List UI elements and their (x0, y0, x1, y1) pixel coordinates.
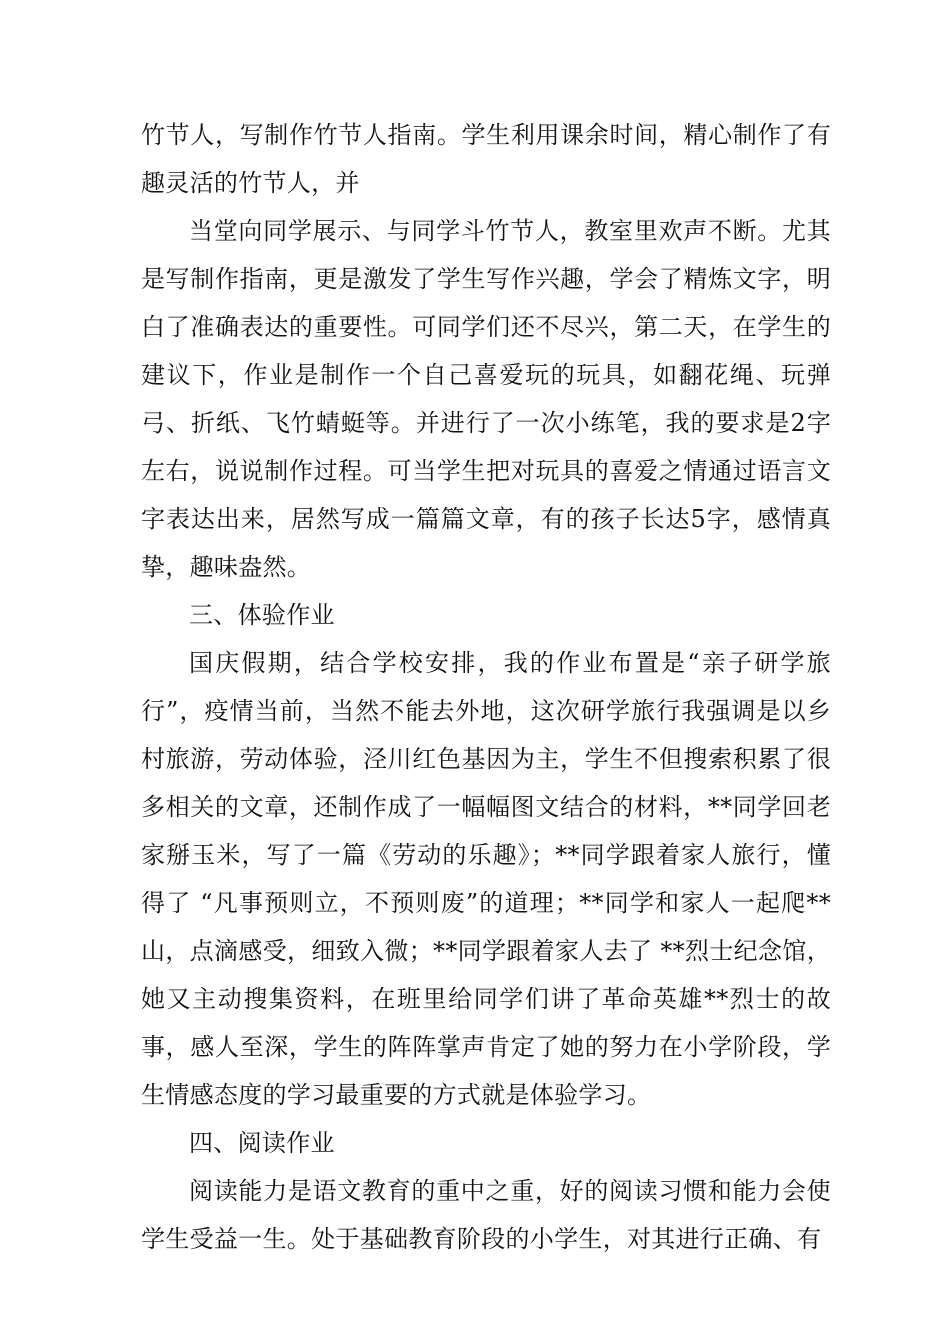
document-body (141, 111, 831, 1263)
paragraph-reading-homework: 阅读能力是语文教育的重中之重，好的阅读习惯和能力会使学生受益一生。处于基础教育阶段的小学生，对其进行正确、有 (141, 1177, 831, 1253)
section-heading-experience-homework: 三、体验作业 (189, 601, 335, 629)
paragraph-bamboo-toy: 当堂向同学展示、与同学斗竹节人，教室里欢声不断。尤其是写制作指南，更是激发了学生写作兴趣，学会了精炼文字，明白了准确表达的重要性。可同学们还不尽兴，第二天，在学生的建议下，作业是制作一个自己喜爱玩的玩具，如翻花绳、玩弹弓、折纸、飞竹蜻蜓等。并进行了一次小练笔，我的要求是2字左右，说说制作过程。可当学生把对玩具的喜爱之情通过语言文字表达出来，居然写成一篇篇文章，有的孩子长达5字，感情真挚，趣味盎然。 (141, 217, 831, 581)
paragraph-experience-homework: 国庆假期，结合学校安排，我的作业布置是“亲子研学旅行”，疫情当前，当然不能去外地，这次研学旅行我强调是以乡村旅游，劳动体验，泾川红色基因为主，学生不但搜索积累了很多相关的文章，还制作成了一幅幅图文结合的材料，**同学回老家掰玉米，写了一篇《劳动的乐趣》；**同学跟着家人旅行，懂得了 “凡事预则立，不预则废”的道理；**同学和家人一起爬**山，点滴感受，细致入微；**同学跟着家人去了 **烈士纪念馆，她又主动搜集资料，在班里给同学们讲了革命英雄**烈士的故事，感人至深，学生的阵阵掌声肯定了她的努力在小学阶段，学生情感态度的学习最重要的方式就是体验学习。 (141, 649, 831, 1109)
section-heading-reading-homework: 四、阅读作业 (189, 1129, 335, 1157)
paragraph-continuation: 竹节人，写制作竹节人指南。学生利用课余时间，精心制作了有趣灵活的竹节人，并 (141, 121, 831, 197)
